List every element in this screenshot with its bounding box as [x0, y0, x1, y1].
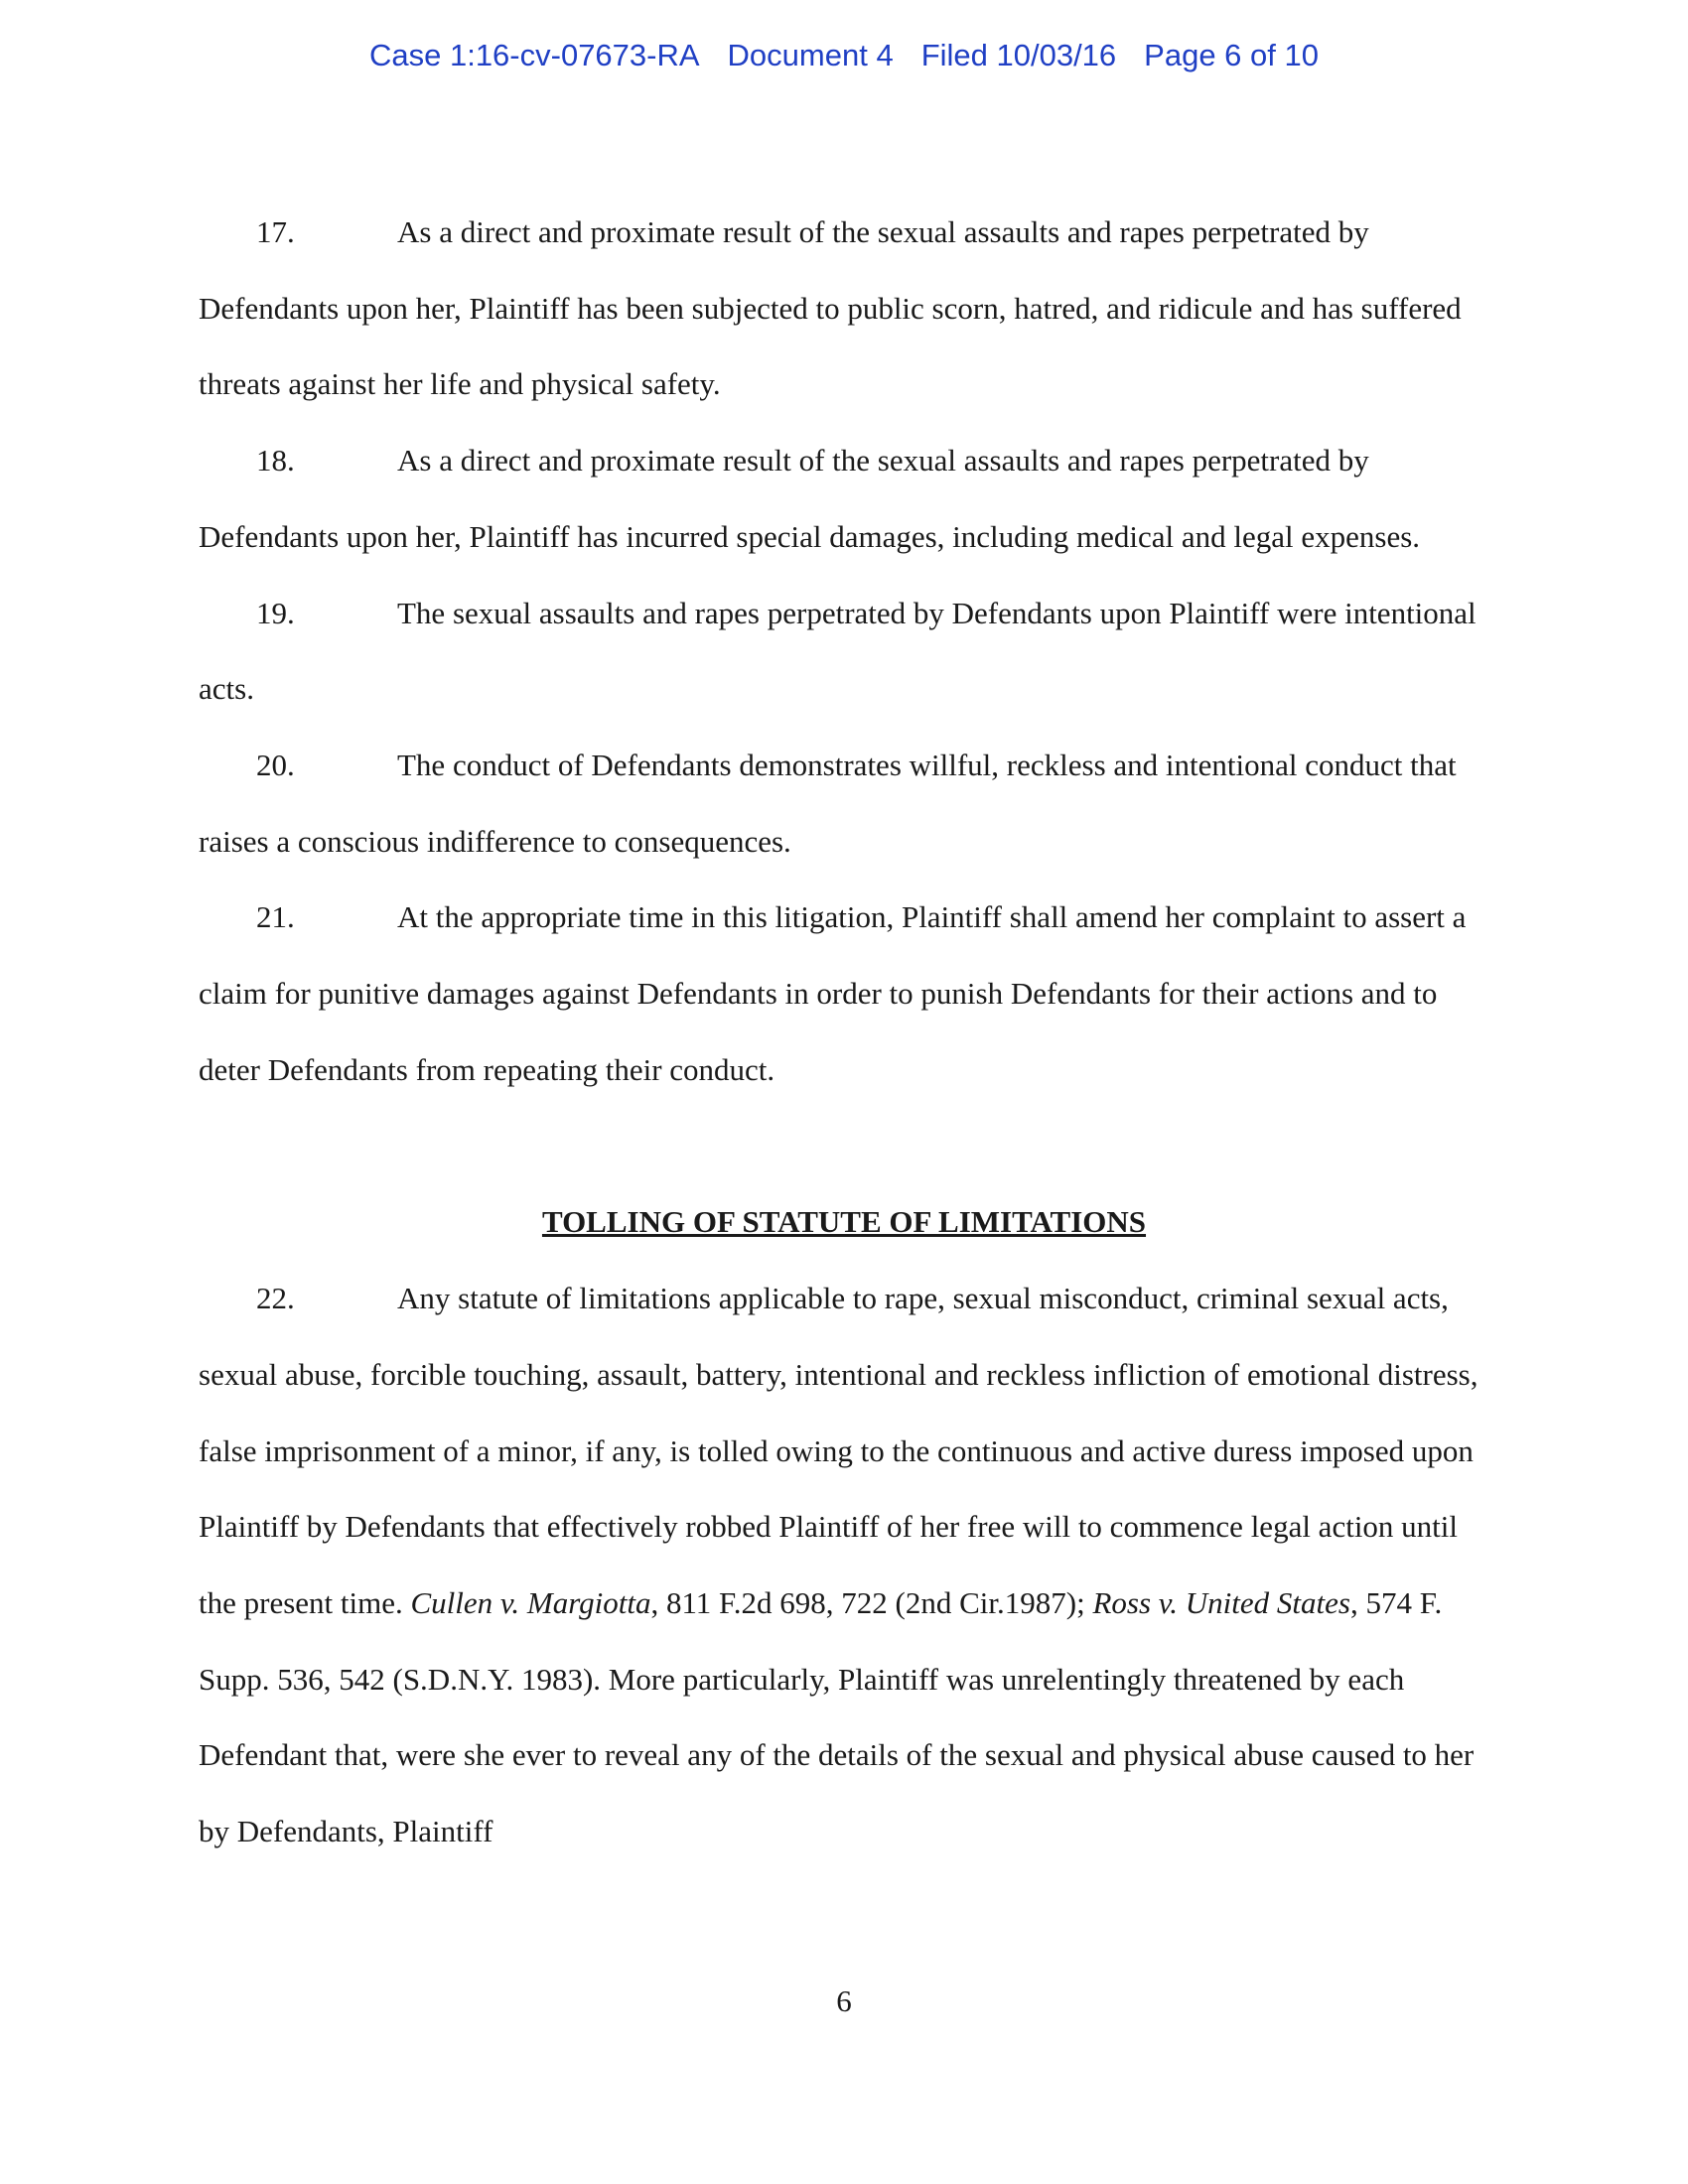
paragraph-text: Any statute of limitations applicable to rape, sexual misconduct, criminal sexual acts, sexual abuse, forcible touching, assault, battery, intentional and reckless infliction of emotional distress, false imprisonment of a minor, if any, is tolled owing to the continuous and active duress imposed upon Plaintiff by Defendants that effectively robbed Plaintiff of her free will to commence legal action until the present time.: [199, 1281, 1478, 1620]
case-citation: Ross v. United States: [1092, 1584, 1350, 1620]
filed-date: Filed 10/03/16: [920, 38, 1117, 72]
section-heading: TOLLING OF STATUTE OF LIMITATIONS: [541, 1204, 1147, 1240]
paragraph-text: The conduct of Defendants demonstrates willful, reckless and intentional conduct that raises a conscious indifference to consequences.: [199, 747, 1457, 859]
case-number: Case 1:16-cv-07673-RA: [368, 38, 700, 72]
paragraph-text: As a direct and proximate result of the sexual assaults and rapes perpetrated by Defendants upon her, Plaintiff has incurred special damages, including medical and legal expenses.: [199, 443, 1421, 554]
paragraph-text: At the appropriate time in this litigation, Plaintiff shall amend her complaint to assert a claim for punitive damages against Defendants in order to punish Defendants for their actions and to deter Defendants from repeating their conduct.: [199, 899, 1467, 1087]
paragraph-number: 22.: [256, 1281, 295, 1316]
paragraph-17: [199, 195, 1489, 423]
paragraph-21: [199, 880, 1489, 1108]
document-number: Document 4: [727, 38, 894, 72]
page-of: Page 6 of 10: [1144, 38, 1319, 72]
citation-text: , 574 F. Supp. 536, 542 (S.D.N.Y. 1983). More particularly, Plaintiff was unrelentingly threatened by each Defendant that, were she ever to reveal any of the details of the sexual and physical abuse caused to her by Defendants, Plaintiff: [199, 1584, 1475, 1849]
case-citation: Cullen v. Margiotta: [410, 1584, 651, 1620]
ecf-header: [0, 38, 1688, 73]
body-text: [199, 195, 1489, 1870]
paragraph-text: The sexual assaults and rapes perpetrated by Defendants upon Plaintiff were intentional acts.: [199, 595, 1477, 707]
paragraph-text: As a direct and proximate result of the sexual assaults and rapes perpetrated by Defendants upon her, Plaintiff has been subjected to public scorn, hatred, and ridicule and has suffered threats against her life and physical safety.: [199, 214, 1462, 402]
citation-text: , 811 F.2d 698, 722 (2nd Cir.1987);: [650, 1584, 1093, 1620]
paragraph-19: [199, 576, 1489, 728]
paragraph-number: 21.: [256, 899, 295, 935]
paragraph-number: 19.: [256, 595, 295, 630]
paragraph-number: 17.: [256, 214, 295, 249]
paragraph-22: [199, 1261, 1489, 1870]
paragraph-number: 20.: [256, 747, 295, 782]
paragraph-18: [199, 423, 1489, 575]
paragraph-number: 18.: [256, 443, 295, 478]
page-number: 6: [836, 1983, 852, 2018]
paragraph-20: [199, 728, 1489, 880]
